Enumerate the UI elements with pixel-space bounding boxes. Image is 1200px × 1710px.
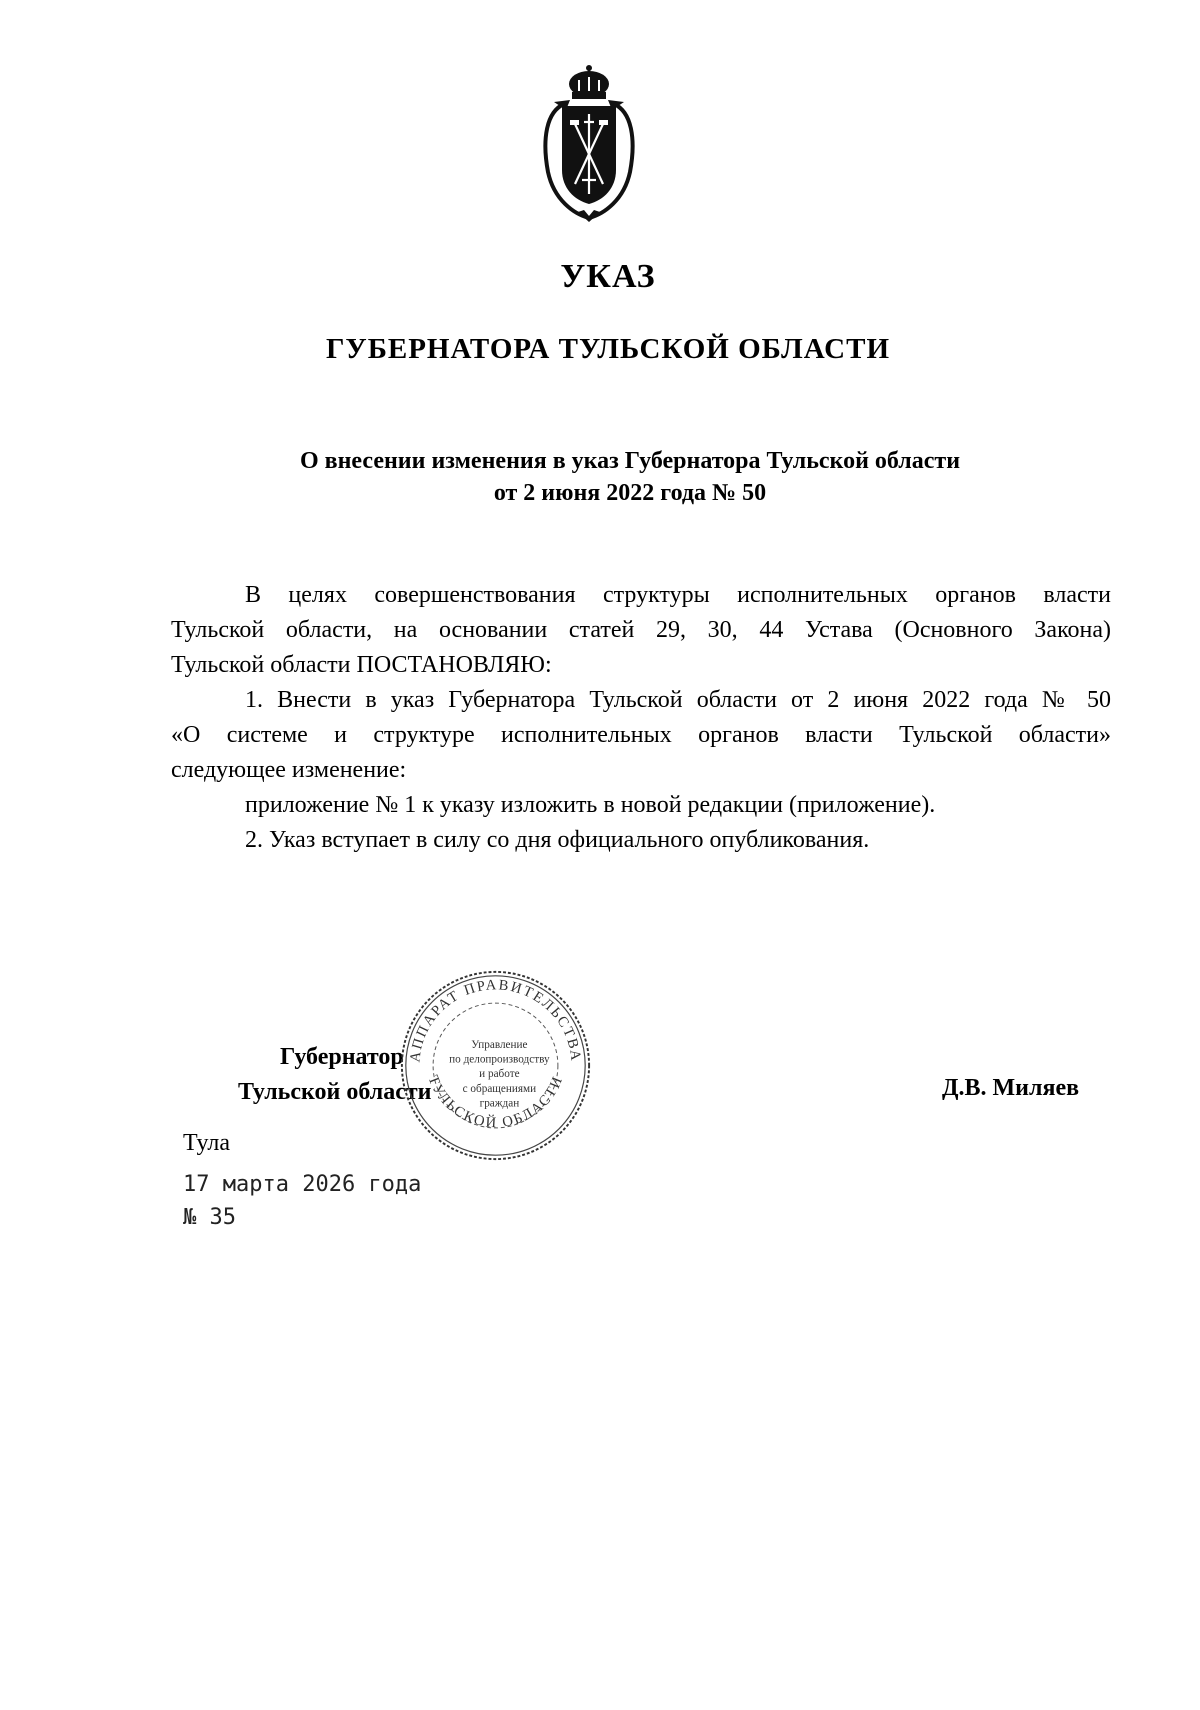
issue-place: Тула — [183, 1130, 231, 1156]
seal-inner-text: с обращениями — [462, 1082, 537, 1095]
body-line: 1. Внести в указ Губернатора Тульской области от 2 июня 2022 года № 50 — [245, 687, 1111, 713]
seal-inner-text: по делопроизводству — [449, 1053, 550, 1066]
subject-line: О внесении изменения в указ Губернатора Тульской области — [299, 448, 961, 474]
decree-subject — [0, 445, 1200, 509]
signatory-name: Д.В. Миляев — [942, 1075, 1080, 1101]
body-line: 2. Указ вступает в силу со дня официального опубликования. — [245, 827, 870, 853]
issue-date: 17 марта 2026 года — [183, 1172, 422, 1197]
seal-outer-bottom-text: ТУЛЬСКОЙ ОБЛАСТИ — [424, 1073, 567, 1132]
signatory-position-line: Тульской области — [238, 1079, 432, 1105]
document-type-title: УКАЗ — [560, 258, 656, 295]
seal-inner-text: Управление — [471, 1038, 528, 1051]
seal-outer-top-text: АППАРАТ ПРАВИТЕЛЬСТВА — [407, 977, 584, 1064]
body-line: Тульской области ПОСТАНОВЛЯЮ: — [171, 652, 552, 678]
decree-body — [171, 578, 1111, 858]
subject-line: от 2 июня 2022 года № 50 — [493, 480, 767, 506]
body-line: «О системе и структуре исполнительных органов власти Тульской области» — [171, 722, 1111, 748]
body-line: следующее изменение: — [171, 757, 407, 783]
signatory-position-line: Губернатор — [280, 1044, 404, 1070]
issuer-title: ГУБЕРНАТОРА ТУЛЬСКОЙ ОБЛАСТИ — [325, 333, 891, 365]
body-line: В целях совершенствования структуры исполнительных органов власти — [245, 582, 1111, 608]
decree-number: № 35 — [183, 1205, 236, 1230]
body-line: Тульской области, на основании статей 29, 30, 44 Устава (Основного Закона) — [171, 617, 1111, 643]
seal-inner-text: граждан — [479, 1097, 520, 1110]
official-seal-stamp — [398, 968, 593, 1163]
body-line: приложение № 1 к указу изложить в новой редакции (приложение). — [245, 792, 936, 818]
seal-inner-text: и работе — [479, 1068, 520, 1081]
tula-coat-of-arms-icon — [534, 62, 644, 222]
registration-stamp — [183, 1168, 421, 1234]
